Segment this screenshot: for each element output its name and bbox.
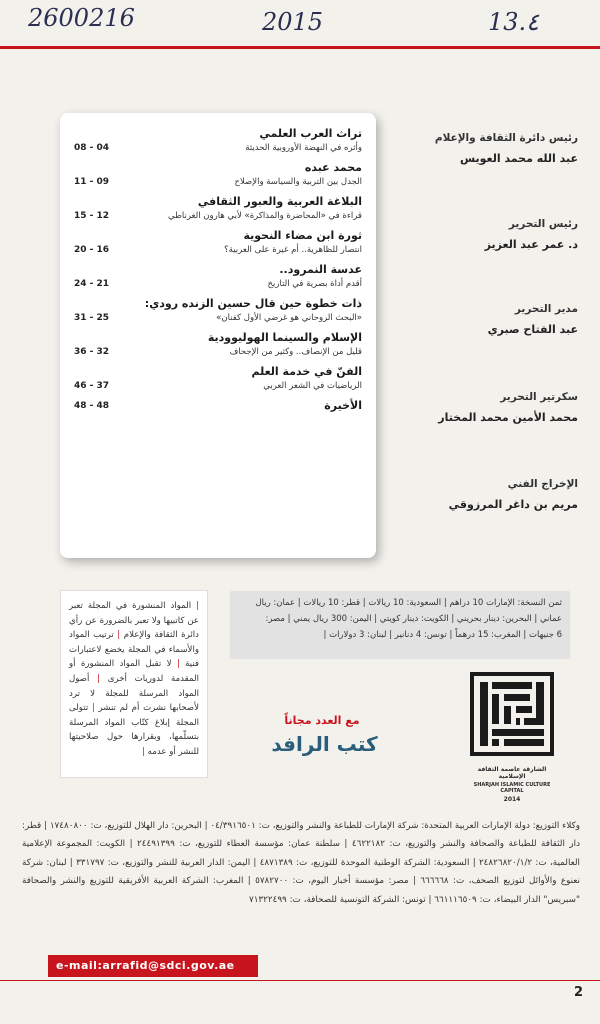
toc-heading: البلاغة العربية والعبور الثقافي	[197, 195, 362, 208]
staff-name: مريم بن داغر المرزوقي	[448, 498, 578, 511]
toc-item[interactable]	[74, 399, 362, 412]
toc-item[interactable]	[74, 161, 362, 187]
staff-name: محمد الأمين محمد المختار	[438, 411, 578, 424]
staff-role: رئيس التحرير	[508, 218, 578, 230]
toc-pages: 08 - 04	[74, 143, 110, 153]
toc-item[interactable]	[74, 195, 362, 221]
toc-item[interactable]	[74, 331, 362, 357]
price-line: 6 جنيهات | المغرب: 15 درهماً | تونس: 4 دنانير | لبنان: 3 دولارات |	[323, 630, 562, 641]
top-red-rule	[0, 46, 600, 49]
toc-pages: 31 - 25	[74, 313, 110, 323]
note-text: المواد المنشورة في المجلة تعبر عن كاتبيها ولا تعبر بالضرورة عن رأي دائرة الثقافة والإعلام	[69, 601, 200, 641]
toc-subtitle: انتصار للظاهرية.. أم غيرة على العربية؟	[224, 245, 362, 255]
toc-pages: 46 - 37	[74, 381, 110, 391]
logo-year: 2014	[503, 796, 521, 803]
staff-role: مدير التحرير	[514, 303, 578, 315]
editorial-notes: | المواد المنشورة في المجلة تعبر عن كاتبيها ولا تعبر بالضرورة عن رأي دائرة الثقافة والإعلام | ترتيب المواد والأسماء في المجلة يخضع لاعتبارات فنية | لا تقبل المواد المنشورة أو المقدمة لدوريات أخرى | أصول المواد المرسلة للمجلة لا ترد لأصحابها نشرت أم لم تنشر | تتولى المجلة إبلاغ كتّاب المواد المرسلة بتسلّمها، وبقرارها حول صلاحيتها للنشر أو عدمه |	[60, 590, 208, 778]
staff-name: عبد الفتاح صبري	[487, 323, 578, 336]
logo-caption-ar: الشارقة عاصمة الثقافة الإسلامية	[477, 766, 547, 780]
promo-free-label: مع العدد مجاناً	[284, 714, 360, 727]
staff-name: عبد الله محمد العويس	[459, 152, 578, 165]
toc-item[interactable]	[74, 297, 362, 323]
price-line: ثمن النسخة: الإمارات 10 دراهم | السعودية: 10 ريالات | قطر: 10 ريالات | عمان: ريال	[255, 598, 562, 608]
note-text: لا تقبل المواد المنشورة أو المقدمة لدوريات أخرى	[69, 659, 199, 685]
page-number: 2	[574, 985, 584, 1000]
toc-subtitle: الرياضيات في الشعر العربي	[263, 381, 362, 391]
toc-pages: 20 - 16	[74, 245, 110, 255]
toc-subtitle: «البحث الروحاني هو غرضي الأول كفنان»	[216, 313, 362, 323]
toc-subtitle: قليل من الإنصاف.. وكثير من الإجحاف	[229, 347, 362, 357]
email-link[interactable]: e-mail:arrafid@sdci.gov.ae	[48, 955, 258, 977]
staff-art-direction	[388, 478, 578, 511]
handwritten-number: 13.٤	[488, 8, 540, 36]
staff-role: رئيس دائرة الثقافة والإعلام	[434, 132, 578, 144]
toc-subtitle: أقدم أداة بصرية في التاريخ	[267, 279, 362, 289]
staff-role: الإخراج الفني	[507, 478, 578, 490]
distributors-text: وكلاء التوزيع: دولة الإمارات العربية المتحدة: شركة الإمارات للطباعة والنشر والتوزيع، ت: ٠٤/٣٩١٦٥٠١ | البحرين: دار الهلال للتوزيع، ت: ١٧٤٨٠٨٠٠ | قطر: دار الثقافة للطباعة والصحافة والنشر والتوزيع، ت: ٤٦٢٢١٨٢ | سلطنة عمان: مؤسسة العطاء للتوزيع، ت: ٢٤٤٩١٣٩٩ | الكويت: المجموعة الإعلامية العالمية، ت: ٢٤٨٢٦٨٢٠/١/٢ | السعودية: الشركة الوطنية الموحدة للتوزيع، ت: ٤٨٧١٣٨٩ | اليمن: الدار العربية للنشر والتوزيع، ت: ٣٣١٧٩٧ | لبنان: شركة نعنوع والأوائل لتوزيع الصحف، ت: ٦٦٦٦٦٨ | مصر: مؤسسة أخبار اليوم، ت: ٥٧٨٢٧٠٠ | المغرب: الشركة العربية الأفريقية للتوزيع والنشر والصحافة "سبريس" الدار البيضاء، ت: ٦٦١١١٦٥٠٩ | تونس: الشركة التونسية للصحافة، ت: ٧١٣٢٢٤٩٩	[22, 821, 580, 905]
toc-subtitle: قراءة في «المحاضرة والمذاكرة» لأبي هارون الغرناطي	[168, 211, 362, 221]
price-list	[230, 591, 570, 659]
toc-pages: 48 - 48	[74, 400, 110, 411]
toc-pages: 15 - 12	[74, 211, 110, 221]
toc-heading: ذات خطوة حين قال حسين الزنده رودي:	[144, 297, 362, 310]
staff-role: سكرتير التحرير	[500, 391, 578, 403]
kufic-emblem-icon	[470, 672, 554, 758]
toc-item[interactable]	[74, 263, 362, 289]
toc-heading: الفنّ في خدمة العلم	[251, 365, 362, 378]
toc-item[interactable]	[74, 365, 362, 391]
toc-heading: الإسلام والسينما الهوليوودية	[207, 331, 362, 344]
toc-subtitle: الجدل بين التربية والسياسة والإصلاح	[234, 177, 362, 187]
toc-heading: عدسة النمرود..	[279, 263, 362, 276]
toc-heading: محمد عبده	[304, 161, 362, 174]
toc-item[interactable]	[74, 127, 362, 153]
handwritten-year: 2015	[262, 8, 324, 36]
toc-heading: تراث العرب العلمي	[259, 127, 362, 140]
price-line: عماني | البحرين: دينار بحريني | الكويت: دينار كويتي | اليمن: 300 ريال يمني | مصر:	[265, 614, 562, 625]
handwritten-code: 2600216	[28, 4, 135, 32]
staff-chairman	[388, 132, 578, 165]
note-text: أصول المواد المرسلة للمجلة لا ترد لأصحابها نشرت أم لم تنشر	[69, 674, 199, 714]
note-text: تتولى المجلة إبلاغ كتّاب المواد المرسلة بتسلّمها، وبقرارها حول صلاحيتها للنشر أو عدمه	[69, 703, 199, 758]
toc-pages: 11 - 09	[74, 177, 110, 187]
toc-subtitle: وأثره في النهضة الأوروبية الحديثة	[245, 143, 362, 153]
staff-editorial-secretary	[388, 391, 578, 424]
toc-heading: الأخيرة	[324, 399, 362, 412]
logo-caption-en: SHARJAH ISLAMIC CULTURE CAPITAL	[473, 782, 551, 794]
toc-heading: ثورة ابن مضاء النحوية	[243, 229, 362, 242]
toc-item[interactable]	[74, 229, 362, 255]
note-text: ترتيب المواد والأسماء في المجلة يخضع لاعتبارات فنية	[69, 630, 199, 670]
toc-pages: 24 - 21	[74, 279, 110, 289]
toc-pages: 36 - 32	[74, 347, 110, 357]
staff-managing-editor	[388, 303, 578, 336]
sharjah-culture-logo	[470, 672, 554, 803]
staff-name: د. عمر عبد العزيز	[484, 238, 578, 251]
promo-title: كتب الرافد	[271, 732, 378, 756]
table-of-contents	[60, 113, 376, 558]
bottom-red-rule	[0, 980, 600, 981]
staff-editor-in-chief	[388, 218, 578, 251]
